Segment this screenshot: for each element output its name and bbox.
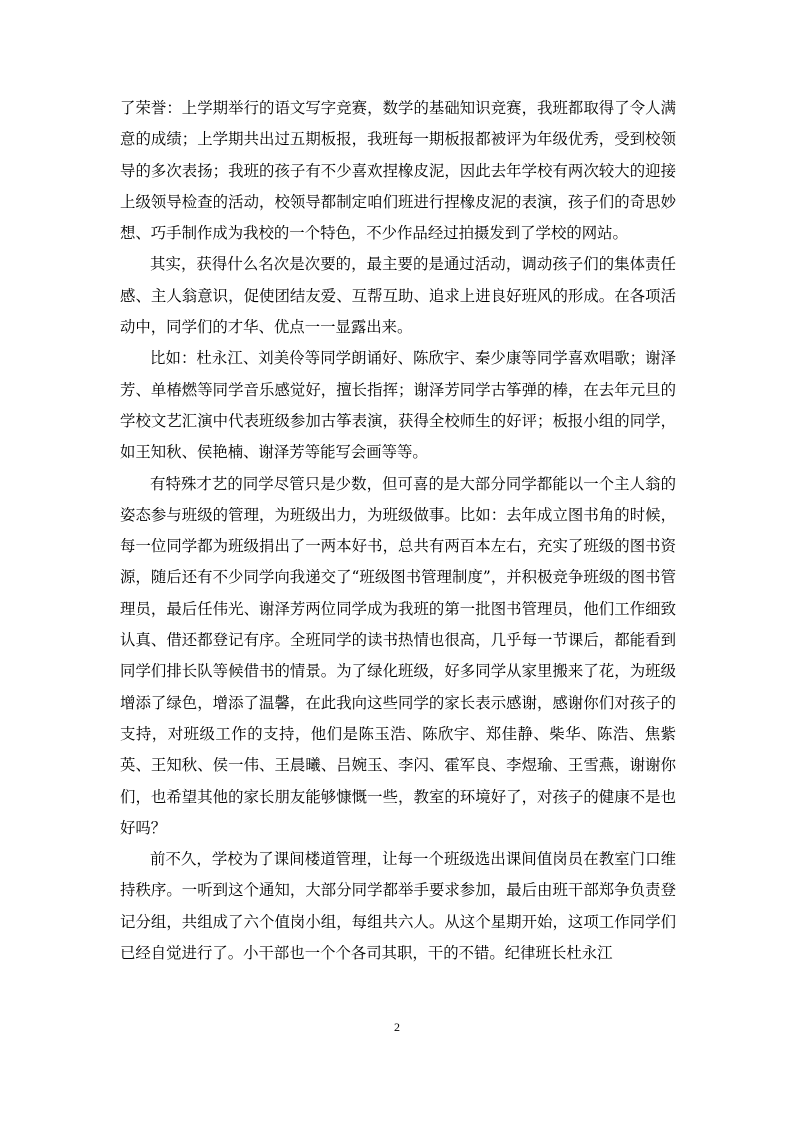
paragraph-hallway-duty: 前不久，学校为了课间楼道管理，让每一个班级选出课间值岗员在教室门口维持秩序。一听到这个通知，大部分同学都举手要求参加，最后由班干部郑争负责登记分组，共组成了六个值岗小组，每组共六人。从这个星期开始，这项工作同学们已经自觉进行了。小干部也一个个各司其职，干的不错。纪律班长杜永江 [120, 850, 676, 963]
paragraph-management: 有特殊才艺的同学尽管只是少数，但可喜的是大部分同学都能以一个主人翁的姿态参与班级的管理，为班级出力，为班级做事。比如：去年成立图书角的时候，每一位同学都为班级捐出了一两本好书，总共有两百本左右，充实了班级的图书资源，随后还有不少同学向我递交了“班级图书管理制度”，并积极竞争班级的图书管理员，最后任伟光、谢泽芳两位同学成为我班的第一批图书管理员，他们工作细致认真、借还都登记有序。全班同学的读书热情也很高，几乎每一节课后，都能看到同学们排长队等候借书的情景。为了绿化班级，好多同学从家里搬来了花，为班级增添了绿色，增添了温馨，在此我向这些同学的家长表示感谢，感谢你们对孩子的支持，对班级工作的支持，他们是陈玉浩、陈欣宇、郑佳静、柴华、陈浩、焦紫英、王知秋、侯一伟、王晨曦、吕婉玉、李闪、霍军良、李煜瑜、王雪燕，谢谢你们，也希望其他的家长朋友能够慷慨一些，教室的环境好了，对孩子的健康不是也好吗？ [120, 474, 676, 837]
paragraph-talents: 比如：杜永江、刘美伶等同学朗诵好、陈欣宇、秦少康等同学喜欢唱歌；谢泽芳、单椿燃等同学音乐感觉好，擅长指挥；谢泽芳同学古筝弹的棒，在去年元旦的学校文艺汇演中代表班级参加古筝表演，获得全校师生的好评；板报小组的同学，如王知秋、侯艳楠、谢泽芳等能写会画等等。 [120, 349, 676, 462]
paragraph-honors: 了荣誉：上学期举行的语文写字竞赛，数学的基础知识竞赛，我班都取得了令人满意的成绩；上学期共出过五期板报，我班每一期板报都被评为年级优秀，受到校领导的多次表扬；我班的孩子有不少喜欢捏橡皮泥，因此去年学校有两次较大的迎接上级领导检查的活动，校领导都制定咱们班进行捏橡皮泥的表演，孩子们的奇思妙想、巧手制作成为我校的一个特色，不少作品经过拍摄发到了学校的网站。 [120, 99, 676, 243]
paragraph-ranking: 其实，获得什么名次是次要的，最主要的是通过活动，调动孩子们的集体责任感、主人翁意识，促使团结友爱、互帮互助、追求上进良好班风的形成。在各项活动中，同学们的才华、优点一一显露出来。 [120, 255, 676, 337]
page-number: 2 [394, 1020, 400, 1034]
document-body [120, 93, 676, 969]
